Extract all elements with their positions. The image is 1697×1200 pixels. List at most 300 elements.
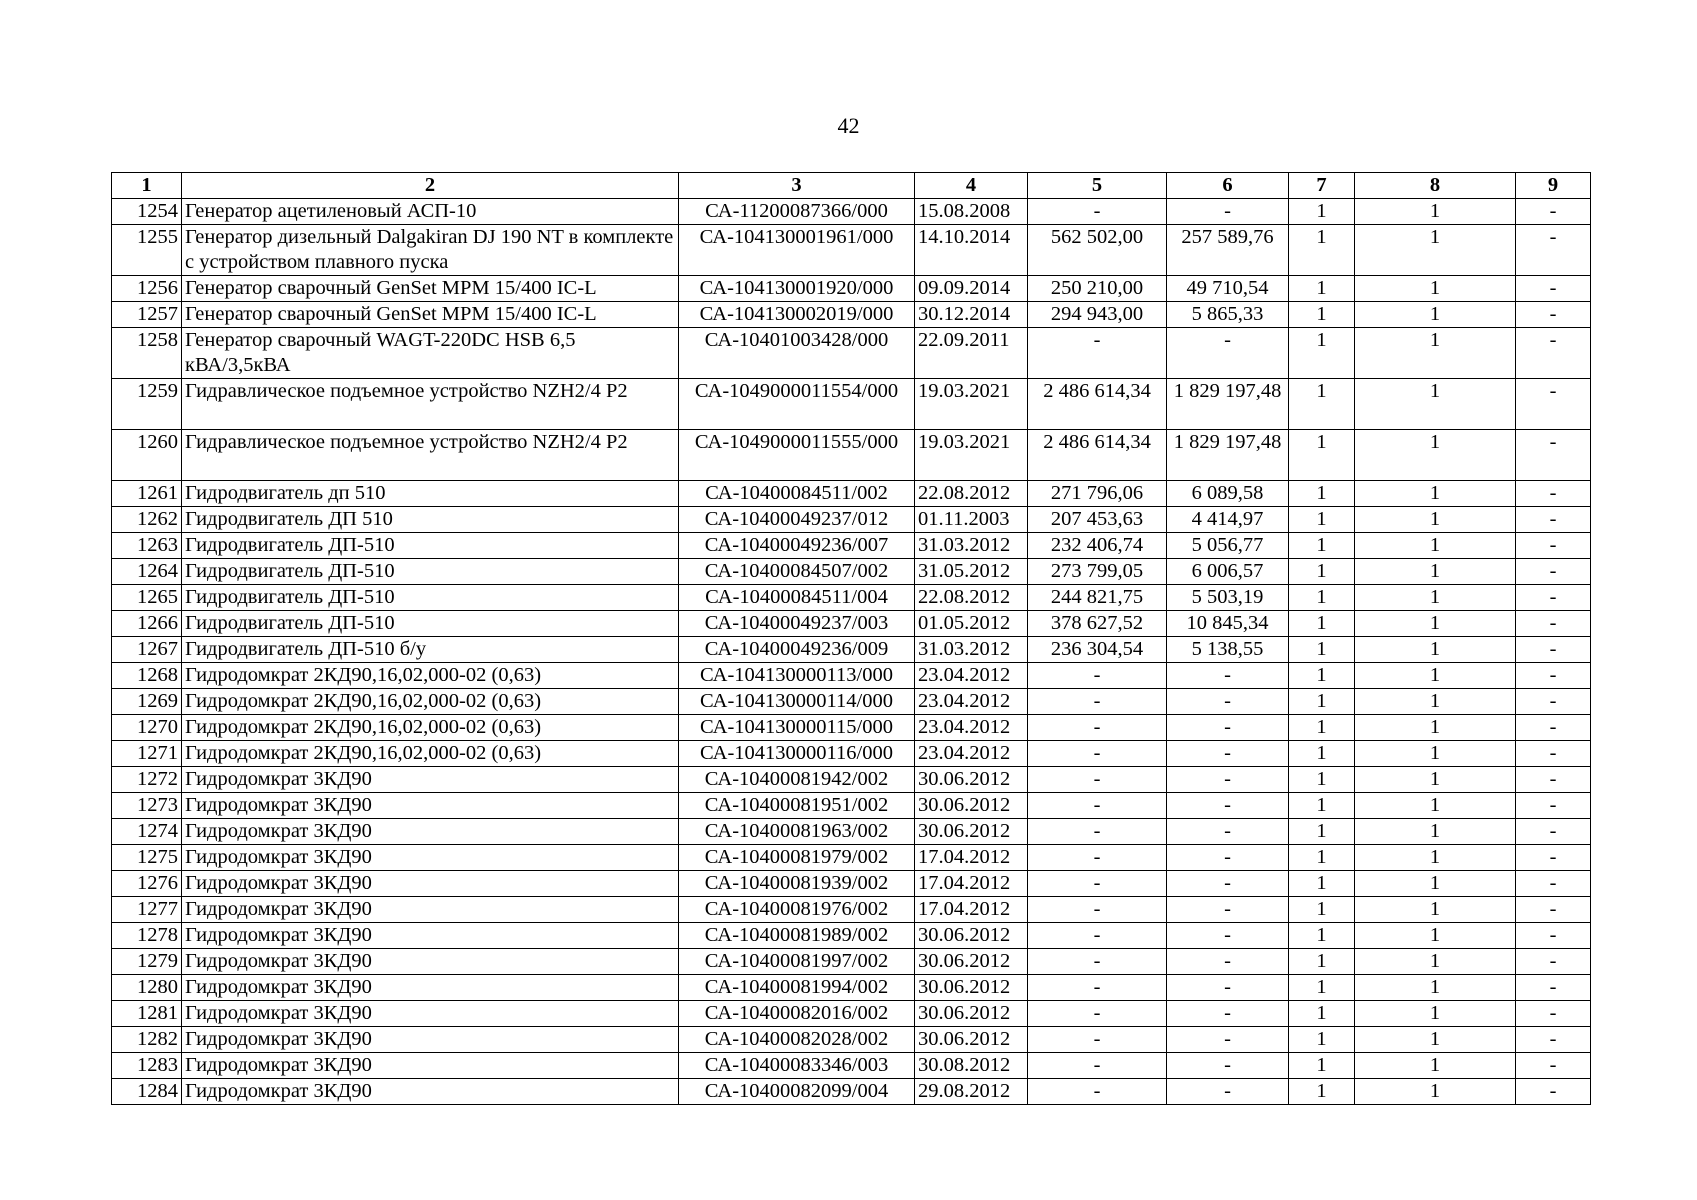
table-row (112, 793, 1591, 819)
date-cell: 22.09.2011 (915, 328, 1028, 379)
value-col5-cell: - (1028, 897, 1167, 923)
date-cell: 23.04.2012 (915, 689, 1028, 715)
value-col9-cell: - (1516, 225, 1591, 276)
value-col8-cell: 1 (1355, 559, 1516, 585)
date-cell: 15.08.2008 (915, 199, 1028, 225)
date-cell: 22.08.2012 (915, 585, 1028, 611)
item-name-cell: Генератор сварочный GenSet MPM 15/400 IC-L (182, 276, 679, 302)
value-col9-cell: - (1516, 559, 1591, 585)
row-number-cell: 1268 (112, 663, 182, 689)
item-name-cell: Гидродвигатель ДП-510 (182, 585, 679, 611)
table-row (112, 481, 1591, 507)
value-col9-cell: - (1516, 276, 1591, 302)
value-col5-cell: 562 502,00 (1028, 225, 1167, 276)
value-col5-cell: 236 304,54 (1028, 637, 1167, 663)
value-col9-cell: - (1516, 1053, 1591, 1079)
column-header: 7 (1289, 173, 1355, 199)
value-col6-cell: 4 414,97 (1167, 507, 1289, 533)
table-row (112, 741, 1591, 767)
value-col9-cell: - (1516, 949, 1591, 975)
table-row (112, 379, 1591, 430)
value-col6-cell: - (1167, 949, 1289, 975)
table-row (112, 328, 1591, 379)
value-col5-cell: - (1028, 1053, 1167, 1079)
value-col7-cell: 1 (1289, 871, 1355, 897)
inventory-number-cell: СА-10400081979/002 (679, 845, 915, 871)
row-number-cell: 1273 (112, 793, 182, 819)
inventory-number-cell: СА-11200087366/000 (679, 199, 915, 225)
value-col6-cell: - (1167, 741, 1289, 767)
value-col8-cell: 1 (1355, 1027, 1516, 1053)
value-col8-cell: 1 (1355, 897, 1516, 923)
value-col5-cell: - (1028, 199, 1167, 225)
value-col6-cell: - (1167, 199, 1289, 225)
asset-registry-table (111, 172, 1591, 1105)
value-col8-cell: 1 (1355, 276, 1516, 302)
value-col8-cell: 1 (1355, 767, 1516, 793)
value-col7-cell: 1 (1289, 637, 1355, 663)
value-col7-cell: 1 (1289, 1001, 1355, 1027)
date-cell: 01.11.2003 (915, 507, 1028, 533)
value-col6-cell: 5 056,77 (1167, 533, 1289, 559)
row-number-cell: 1274 (112, 819, 182, 845)
value-col8-cell: 1 (1355, 871, 1516, 897)
item-name-cell: Гидродомкрат 3КД90 (182, 871, 679, 897)
date-cell: 17.04.2012 (915, 871, 1028, 897)
row-number-cell: 1282 (112, 1027, 182, 1053)
value-col7-cell: 1 (1289, 302, 1355, 328)
value-col6-cell: 49 710,54 (1167, 276, 1289, 302)
table-row (112, 302, 1591, 328)
value-col8-cell: 1 (1355, 379, 1516, 430)
value-col5-cell: 2 486 614,34 (1028, 430, 1167, 481)
column-header: 4 (915, 173, 1028, 199)
page-number: 42 (837, 113, 860, 138)
date-cell: 29.08.2012 (915, 1079, 1028, 1105)
value-col6-cell: - (1167, 923, 1289, 949)
value-col5-cell: 271 796,06 (1028, 481, 1167, 507)
value-col7-cell: 1 (1289, 1079, 1355, 1105)
value-col5-cell: - (1028, 923, 1167, 949)
value-col8-cell: 1 (1355, 689, 1516, 715)
date-cell: 31.05.2012 (915, 559, 1028, 585)
date-cell: 23.04.2012 (915, 663, 1028, 689)
value-col7-cell: 1 (1289, 533, 1355, 559)
value-col7-cell: 1 (1289, 430, 1355, 481)
column-header: 1 (112, 173, 182, 199)
value-col7-cell: 1 (1289, 585, 1355, 611)
value-col5-cell: - (1028, 715, 1167, 741)
value-col5-cell: 232 406,74 (1028, 533, 1167, 559)
date-cell: 30.06.2012 (915, 819, 1028, 845)
value-col8-cell: 1 (1355, 430, 1516, 481)
value-col6-cell: - (1167, 1079, 1289, 1105)
value-col6-cell: 1 829 197,48 (1167, 379, 1289, 430)
value-col8-cell: 1 (1355, 507, 1516, 533)
value-col8-cell: 1 (1355, 1079, 1516, 1105)
value-col5-cell: 250 210,00 (1028, 276, 1167, 302)
value-col9-cell: - (1516, 741, 1591, 767)
value-col5-cell: 273 799,05 (1028, 559, 1167, 585)
value-col6-cell: - (1167, 871, 1289, 897)
value-col6-cell: - (1167, 975, 1289, 1001)
item-name-cell: Гидравлическое подъемное устройство NZH2/4 P2 (182, 430, 679, 481)
value-col8-cell: 1 (1355, 741, 1516, 767)
row-number-cell: 1262 (112, 507, 182, 533)
row-number-cell: 1257 (112, 302, 182, 328)
value-col5-cell: - (1028, 949, 1167, 975)
value-col5-cell: 207 453,63 (1028, 507, 1167, 533)
date-cell: 30.06.2012 (915, 1001, 1028, 1027)
value-col9-cell: - (1516, 689, 1591, 715)
value-col5-cell: 294 943,00 (1028, 302, 1167, 328)
row-number-cell: 1255 (112, 225, 182, 276)
column-header: 2 (182, 173, 679, 199)
inventory-number-cell: СА-10401003428/000 (679, 328, 915, 379)
date-cell: 30.06.2012 (915, 793, 1028, 819)
value-col8-cell: 1 (1355, 715, 1516, 741)
item-name-cell: Генератор дизельный Dalgakiran DJ 190 NT в комплекте с устройством плавного пуска (182, 225, 679, 276)
date-cell: 31.03.2012 (915, 637, 1028, 663)
value-col9-cell: - (1516, 897, 1591, 923)
row-number-cell: 1254 (112, 199, 182, 225)
value-col7-cell: 1 (1289, 507, 1355, 533)
value-col9-cell: - (1516, 637, 1591, 663)
item-name-cell: Гидродомкрат 3КД90 (182, 949, 679, 975)
date-cell: 23.04.2012 (915, 715, 1028, 741)
value-col7-cell: 1 (1289, 689, 1355, 715)
value-col7-cell: 1 (1289, 611, 1355, 637)
row-number-cell: 1263 (112, 533, 182, 559)
value-col6-cell: - (1167, 793, 1289, 819)
item-name-cell: Гидродомкрат 3КД90 (182, 1053, 679, 1079)
date-cell: 31.03.2012 (915, 533, 1028, 559)
value-col5-cell: - (1028, 741, 1167, 767)
inventory-number-cell: СА-10400081939/002 (679, 871, 915, 897)
value-col5-cell: - (1028, 1027, 1167, 1053)
inventory-number-cell: СА-104130001920/000 (679, 276, 915, 302)
value-col8-cell: 1 (1355, 481, 1516, 507)
inventory-number-cell: СА-10400081976/002 (679, 897, 915, 923)
date-cell: 30.06.2012 (915, 767, 1028, 793)
value-col9-cell: - (1516, 199, 1591, 225)
value-col6-cell: 6 006,57 (1167, 559, 1289, 585)
table-row (112, 225, 1591, 276)
inventory-number-cell: СА-104130000114/000 (679, 689, 915, 715)
value-col7-cell: 1 (1289, 715, 1355, 741)
inventory-number-cell: СА-10400081942/002 (679, 767, 915, 793)
inventory-number-cell: СА-10400082099/004 (679, 1079, 915, 1105)
row-number-cell: 1269 (112, 689, 182, 715)
table-row (112, 276, 1591, 302)
table-row (112, 199, 1591, 225)
value-col6-cell: 6 089,58 (1167, 481, 1289, 507)
value-col8-cell: 1 (1355, 949, 1516, 975)
value-col6-cell: - (1167, 328, 1289, 379)
value-col7-cell: 1 (1289, 793, 1355, 819)
item-name-cell: Гидродомкрат 2КД90,16,02,000-02 (0,63) (182, 663, 679, 689)
item-name-cell: Гидродомкрат 3КД90 (182, 1001, 679, 1027)
date-cell: 30.06.2012 (915, 975, 1028, 1001)
table-row (112, 975, 1591, 1001)
inventory-number-cell: СА-1049000011555/000 (679, 430, 915, 481)
value-col5-cell: - (1028, 328, 1167, 379)
value-col9-cell: - (1516, 975, 1591, 1001)
value-col8-cell: 1 (1355, 793, 1516, 819)
item-name-cell: Гидродомкрат 3КД90 (182, 819, 679, 845)
value-col6-cell: 257 589,76 (1167, 225, 1289, 276)
value-col7-cell: 1 (1289, 975, 1355, 1001)
table-row (112, 845, 1591, 871)
inventory-number-cell: СА-10400049237/012 (679, 507, 915, 533)
row-number-cell: 1261 (112, 481, 182, 507)
value-col7-cell: 1 (1289, 949, 1355, 975)
item-name-cell: Гидродвигатель ДП-510 (182, 533, 679, 559)
value-col7-cell: 1 (1289, 845, 1355, 871)
table-row (112, 871, 1591, 897)
date-cell: 30.06.2012 (915, 923, 1028, 949)
value-col5-cell: - (1028, 767, 1167, 793)
value-col6-cell: - (1167, 689, 1289, 715)
table-header (112, 173, 1591, 199)
column-header: 6 (1167, 173, 1289, 199)
value-col7-cell: 1 (1289, 328, 1355, 379)
value-col7-cell: 1 (1289, 741, 1355, 767)
row-number-cell: 1272 (112, 767, 182, 793)
item-name-cell: Гидравлическое подъемное устройство NZH2/4 P2 (182, 379, 679, 430)
value-col7-cell: 1 (1289, 199, 1355, 225)
item-name-cell: Гидродомкрат 2КД90,16,02,000-02 (0,63) (182, 689, 679, 715)
column-header: 3 (679, 173, 915, 199)
value-col9-cell: - (1516, 507, 1591, 533)
item-name-cell: Гидродвигатель ДП-510 (182, 559, 679, 585)
value-col6-cell: - (1167, 663, 1289, 689)
table-row (112, 1079, 1591, 1105)
value-col8-cell: 1 (1355, 199, 1516, 225)
value-col8-cell: 1 (1355, 1053, 1516, 1079)
value-col5-cell: - (1028, 1001, 1167, 1027)
value-col9-cell: - (1516, 871, 1591, 897)
value-col6-cell: - (1167, 767, 1289, 793)
header-row (112, 173, 1591, 199)
value-col5-cell: - (1028, 819, 1167, 845)
table-row (112, 689, 1591, 715)
value-col7-cell: 1 (1289, 225, 1355, 276)
inventory-number-cell: СА-10400081997/002 (679, 949, 915, 975)
value-col8-cell: 1 (1355, 975, 1516, 1001)
row-number-cell: 1266 (112, 611, 182, 637)
value-col6-cell: - (1167, 819, 1289, 845)
value-col7-cell: 1 (1289, 1027, 1355, 1053)
value-col9-cell: - (1516, 430, 1591, 481)
value-col6-cell: 10 845,34 (1167, 611, 1289, 637)
inventory-number-cell: СА-10400049236/009 (679, 637, 915, 663)
value-col8-cell: 1 (1355, 819, 1516, 845)
table-row (112, 637, 1591, 663)
value-col9-cell: - (1516, 767, 1591, 793)
row-number-cell: 1280 (112, 975, 182, 1001)
item-name-cell: Гидродвигатель дп 510 (182, 481, 679, 507)
value-col5-cell: 378 627,52 (1028, 611, 1167, 637)
value-col5-cell: - (1028, 663, 1167, 689)
value-col7-cell: 1 (1289, 481, 1355, 507)
item-name-cell: Гидродомкрат 3КД90 (182, 923, 679, 949)
row-number-cell: 1283 (112, 1053, 182, 1079)
table-row (112, 663, 1591, 689)
table-row (112, 533, 1591, 559)
value-col8-cell: 1 (1355, 328, 1516, 379)
date-cell: 17.04.2012 (915, 845, 1028, 871)
value-col5-cell: - (1028, 793, 1167, 819)
value-col8-cell: 1 (1355, 923, 1516, 949)
value-col7-cell: 1 (1289, 767, 1355, 793)
value-col9-cell: - (1516, 1079, 1591, 1105)
inventory-number-cell: СА-10400084511/004 (679, 585, 915, 611)
item-name-cell: Генератор ацетиленовый АСП-10 (182, 199, 679, 225)
item-name-cell: Гидродомкрат 3КД90 (182, 897, 679, 923)
table-row (112, 559, 1591, 585)
date-cell: 01.05.2012 (915, 611, 1028, 637)
value-col7-cell: 1 (1289, 559, 1355, 585)
value-col9-cell: - (1516, 379, 1591, 430)
inventory-number-cell: СА-104130001961/000 (679, 225, 915, 276)
inventory-number-cell: СА-10400081994/002 (679, 975, 915, 1001)
value-col5-cell: 2 486 614,34 (1028, 379, 1167, 430)
item-name-cell: Гидродомкрат 3КД90 (182, 975, 679, 1001)
table-row (112, 430, 1591, 481)
value-col8-cell: 1 (1355, 225, 1516, 276)
item-name-cell: Гидродвигатель ДП-510 б/у (182, 637, 679, 663)
value-col9-cell: - (1516, 1027, 1591, 1053)
value-col9-cell: - (1516, 611, 1591, 637)
inventory-number-cell: СА-10400082028/002 (679, 1027, 915, 1053)
row-number-cell: 1256 (112, 276, 182, 302)
inventory-number-cell: СА-10400084511/002 (679, 481, 915, 507)
table-row (112, 1027, 1591, 1053)
value-col8-cell: 1 (1355, 302, 1516, 328)
row-number-cell: 1277 (112, 897, 182, 923)
row-number-cell: 1265 (112, 585, 182, 611)
value-col7-cell: 1 (1289, 819, 1355, 845)
row-number-cell: 1284 (112, 1079, 182, 1105)
value-col9-cell: - (1516, 923, 1591, 949)
value-col9-cell: - (1516, 328, 1591, 379)
item-name-cell: Гидродомкрат 2КД90,16,02,000-02 (0,63) (182, 715, 679, 741)
value-col6-cell: 1 829 197,48 (1167, 430, 1289, 481)
inventory-number-cell: СА-10400084507/002 (679, 559, 915, 585)
date-cell: 23.04.2012 (915, 741, 1028, 767)
table-row (112, 923, 1591, 949)
date-cell: 14.10.2014 (915, 225, 1028, 276)
value-col7-cell: 1 (1289, 276, 1355, 302)
date-cell: 22.08.2012 (915, 481, 1028, 507)
item-name-cell: Гидродомкрат 3КД90 (182, 1079, 679, 1105)
value-col9-cell: - (1516, 1001, 1591, 1027)
value-col6-cell: - (1167, 1001, 1289, 1027)
item-name-cell: Генератор сварочный WAGT-220DC HSB 6,5 кВА/3,5кВА (182, 328, 679, 379)
inventory-number-cell: СА-1049000011554/000 (679, 379, 915, 430)
value-col5-cell: - (1028, 1079, 1167, 1105)
date-cell: 30.06.2012 (915, 949, 1028, 975)
value-col5-cell: 244 821,75 (1028, 585, 1167, 611)
value-col6-cell: - (1167, 1027, 1289, 1053)
value-col7-cell: 1 (1289, 897, 1355, 923)
row-number-cell: 1258 (112, 328, 182, 379)
inventory-number-cell: СА-10400081963/002 (679, 819, 915, 845)
row-number-cell: 1270 (112, 715, 182, 741)
row-number-cell: 1264 (112, 559, 182, 585)
table-row (112, 897, 1591, 923)
value-col6-cell: 5 138,55 (1167, 637, 1289, 663)
item-name-cell: Гидродвигатель ДП 510 (182, 507, 679, 533)
value-col8-cell: 1 (1355, 533, 1516, 559)
item-name-cell: Гидродомкрат 3КД90 (182, 767, 679, 793)
inventory-number-cell: СА-104130000113/000 (679, 663, 915, 689)
row-number-cell: 1267 (112, 637, 182, 663)
inventory-number-cell: СА-10400083346/003 (679, 1053, 915, 1079)
table-row (112, 1053, 1591, 1079)
table-row (112, 715, 1591, 741)
row-number-cell: 1259 (112, 379, 182, 430)
item-name-cell: Гидродомкрат 3КД90 (182, 845, 679, 871)
value-col6-cell: - (1167, 715, 1289, 741)
table-row (112, 819, 1591, 845)
item-name-cell: Генератор сварочный GenSet MPM 15/400 IC-L (182, 302, 679, 328)
inventory-number-cell: СА-10400049236/007 (679, 533, 915, 559)
value-col5-cell: - (1028, 689, 1167, 715)
value-col7-cell: 1 (1289, 1053, 1355, 1079)
row-number-cell: 1278 (112, 923, 182, 949)
value-col6-cell: - (1167, 897, 1289, 923)
date-cell: 30.12.2014 (915, 302, 1028, 328)
item-name-cell: Гидродомкрат 2КД90,16,02,000-02 (0,63) (182, 741, 679, 767)
value-col8-cell: 1 (1355, 611, 1516, 637)
date-cell: 30.06.2012 (915, 1027, 1028, 1053)
table-row (112, 585, 1591, 611)
value-col6-cell: - (1167, 845, 1289, 871)
date-cell: 17.04.2012 (915, 897, 1028, 923)
table-row (112, 611, 1591, 637)
row-number-cell: 1260 (112, 430, 182, 481)
value-col5-cell: - (1028, 845, 1167, 871)
column-header: 8 (1355, 173, 1516, 199)
date-cell: 19.03.2021 (915, 430, 1028, 481)
value-col7-cell: 1 (1289, 663, 1355, 689)
table-row (112, 1001, 1591, 1027)
item-name-cell: Гидродомкрат 3КД90 (182, 1027, 679, 1053)
value-col6-cell: 5 865,33 (1167, 302, 1289, 328)
value-col7-cell: 1 (1289, 379, 1355, 430)
row-number-cell: 1279 (112, 949, 182, 975)
date-cell: 19.03.2021 (915, 379, 1028, 430)
table-row (112, 767, 1591, 793)
value-col5-cell: - (1028, 975, 1167, 1001)
value-col8-cell: 1 (1355, 637, 1516, 663)
inventory-number-cell: СА-104130002019/000 (679, 302, 915, 328)
value-col9-cell: - (1516, 819, 1591, 845)
column-header: 9 (1516, 173, 1591, 199)
value-col5-cell: - (1028, 871, 1167, 897)
inventory-number-cell: СА-104130000116/000 (679, 741, 915, 767)
value-col8-cell: 1 (1355, 1001, 1516, 1027)
value-col6-cell: - (1167, 1053, 1289, 1079)
value-col8-cell: 1 (1355, 663, 1516, 689)
inventory-number-cell: СА-10400049237/003 (679, 611, 915, 637)
value-col8-cell: 1 (1355, 845, 1516, 871)
row-number-cell: 1281 (112, 1001, 182, 1027)
column-header: 5 (1028, 173, 1167, 199)
value-col9-cell: - (1516, 793, 1591, 819)
